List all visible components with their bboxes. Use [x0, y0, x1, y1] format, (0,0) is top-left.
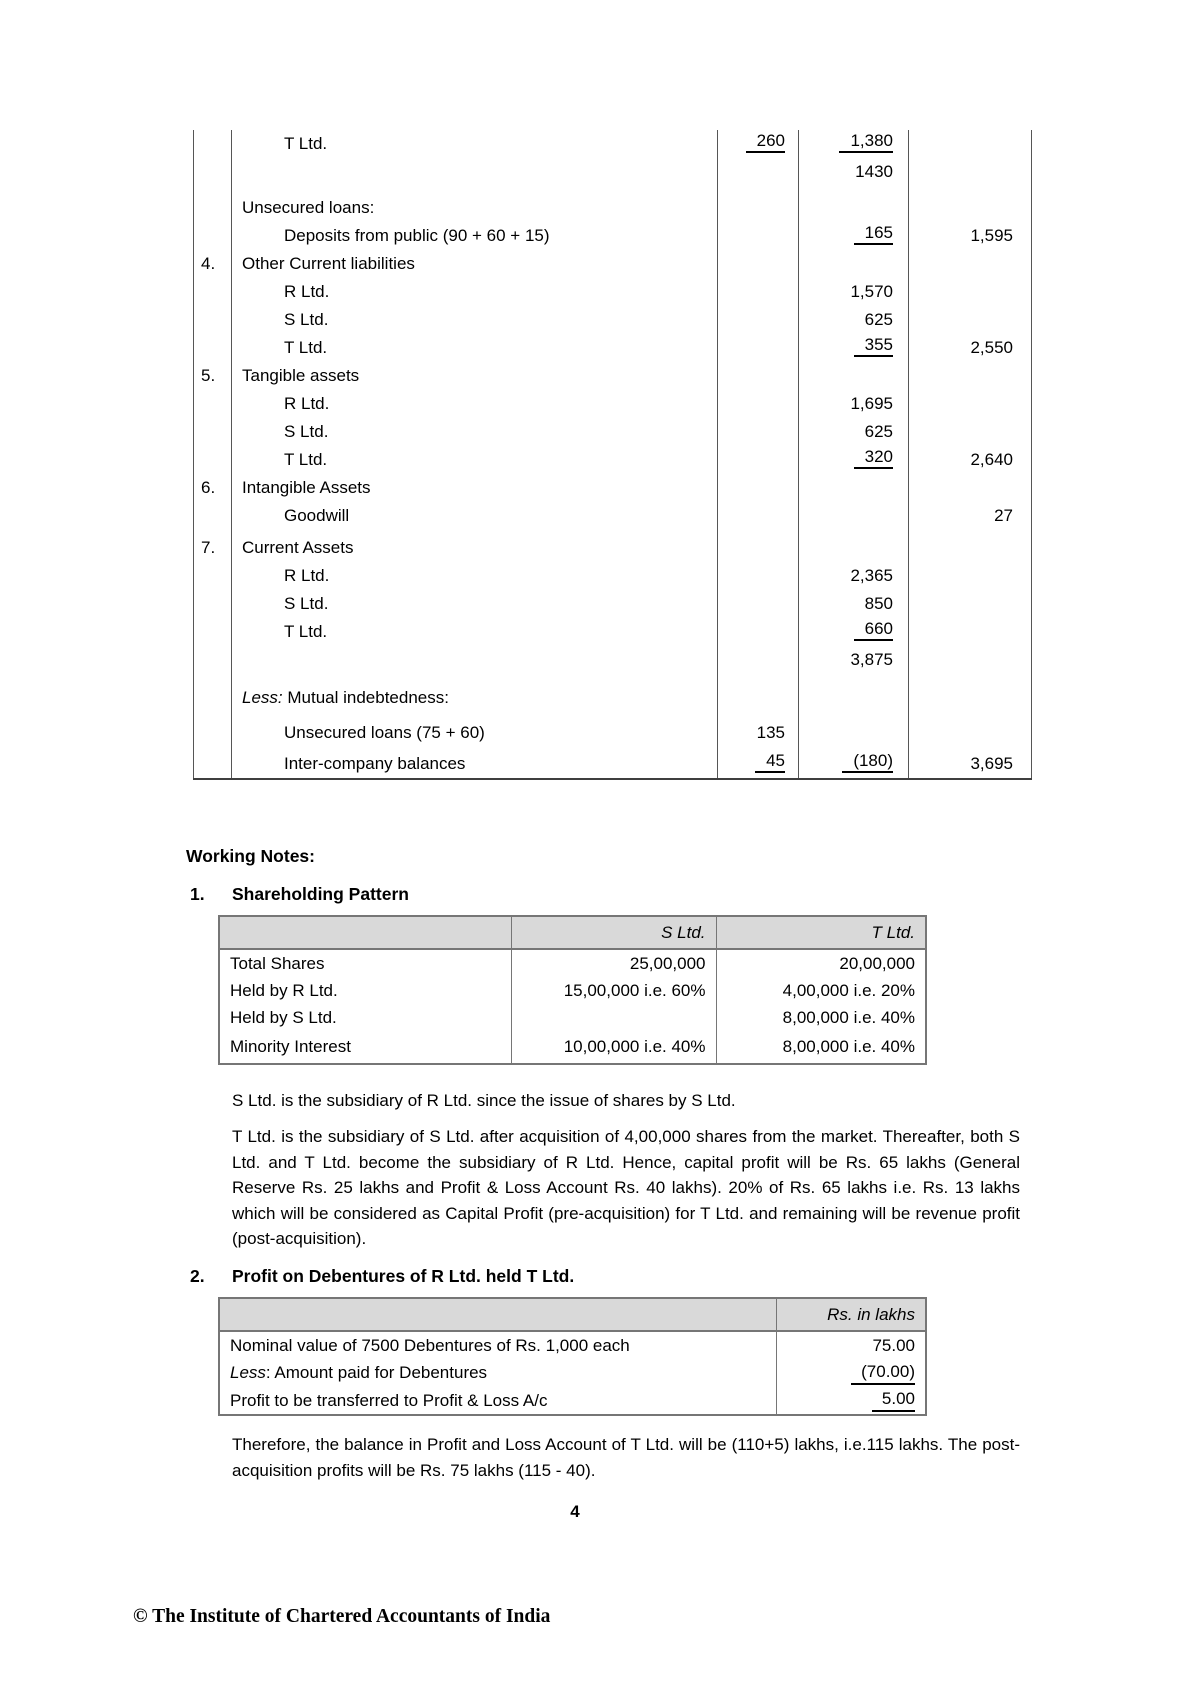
amount-col-3 [909, 618, 1032, 646]
table-row [219, 1359, 926, 1387]
table-row [194, 747, 1032, 779]
less-label: Less: [242, 688, 283, 707]
note1-heading [190, 884, 409, 905]
row-label: Held by S Ltd. [219, 1004, 511, 1031]
table-row [194, 222, 1032, 250]
table-row [194, 646, 1032, 674]
amount-col-3 [909, 418, 1032, 446]
row-number [194, 130, 232, 158]
row-description: R Ltd. [232, 562, 718, 590]
row-number [194, 334, 232, 362]
table-row [194, 474, 1032, 502]
amount-col-1 [718, 646, 799, 674]
header-s-ltd: S Ltd. [511, 916, 716, 949]
row-description: R Ltd. [232, 278, 718, 306]
amount-col-2 [799, 502, 909, 530]
row-description: Unsecured loans (75 + 60) [232, 712, 718, 747]
row-number [194, 712, 232, 747]
row-number: 7. [194, 530, 232, 562]
t-ltd-value: 8,00,000 i.e. 40% [716, 1031, 926, 1064]
amount-col-3 [909, 158, 1032, 186]
row-number [194, 747, 232, 779]
row-label: Minority Interest [219, 1031, 511, 1064]
row-number [194, 306, 232, 334]
header-blank [219, 916, 511, 949]
row-description: Goodwill [232, 502, 718, 530]
row-description: T Ltd. [232, 334, 718, 362]
amount-col-2: 2,365 [799, 562, 909, 590]
underlined-amount: (70.00) [851, 1362, 915, 1385]
amount-col-2 [799, 618, 909, 646]
amount-col-2: 1,695 [799, 390, 909, 418]
note1-title: Shareholding Pattern [232, 884, 409, 904]
table-row [194, 618, 1032, 646]
underlined-amount: 45 [755, 751, 785, 773]
amount-col-2: 3,875 [799, 646, 909, 674]
table-row [194, 278, 1032, 306]
row-number [194, 418, 232, 446]
amount-col-3: 1,595 [909, 222, 1032, 250]
amount-col-3 [909, 646, 1032, 674]
amount-col-3 [909, 474, 1032, 502]
row-number [194, 674, 232, 712]
row-number [194, 646, 232, 674]
amount-col-1 [718, 562, 799, 590]
row-description [232, 158, 718, 186]
s-ltd-value: 10,00,000 i.e. 40% [511, 1031, 716, 1064]
row-description: T Ltd. [232, 446, 718, 474]
t-ltd-value: 20,00,000 [716, 949, 926, 977]
amount-col-1 [718, 278, 799, 306]
amount-col-1 [718, 418, 799, 446]
working-notes-heading: Working Notes: [186, 846, 315, 866]
row-number: 4. [194, 250, 232, 278]
amount-col-3 [909, 674, 1032, 712]
t-ltd-value: 4,00,000 i.e. 20% [716, 977, 926, 1004]
row-number [194, 446, 232, 474]
table-row [219, 949, 926, 977]
table-header-row [219, 916, 926, 949]
row-number [194, 562, 232, 590]
table-row [194, 674, 1032, 712]
amount-col-1: 135 [718, 712, 799, 747]
amount-col-2 [799, 186, 909, 222]
amount-col-2 [799, 712, 909, 747]
s-ltd-value [511, 1004, 716, 1031]
amount-value: 75.00 [776, 1331, 926, 1359]
table-row [194, 712, 1032, 747]
amount-col-3 [909, 278, 1032, 306]
t-ltd-value: 8,00,000 i.e. 40% [716, 1004, 926, 1031]
amount-col-2 [799, 674, 909, 712]
amount-col-2 [799, 222, 909, 250]
amount-col-1 [718, 446, 799, 474]
row-label: Nominal value of 7500 Debentures of Rs. 1,000 each [219, 1331, 776, 1359]
header-rs-in-lakhs: Rs. in lakhs [776, 1298, 926, 1331]
amount-col-1 [718, 747, 799, 779]
table-row [194, 362, 1032, 390]
table-row [194, 418, 1032, 446]
s-ltd-value: 25,00,000 [511, 949, 716, 977]
amount-col-2: 625 [799, 306, 909, 334]
copyright-footer: © The Institute of Chartered Accountants of India [133, 1606, 551, 1627]
header-t-ltd: T Ltd. [716, 916, 926, 949]
amount-col-1 [718, 618, 799, 646]
note2-number: 2. [190, 1266, 205, 1286]
amount-col-1 [718, 130, 799, 158]
s-ltd-value: 15,00,000 i.e. 60% [511, 977, 716, 1004]
note2-paragraph: Therefore, the balance in Profit and Loss Account of T Ltd. will be (110+5) lakhs, i.e.115 lakhs. The post-acquisition profits will be Rs. 75 lakhs (115 - 40). [232, 1435, 1020, 1480]
row-number [194, 222, 232, 250]
underlined-amount: 165 [854, 223, 893, 245]
row-description: R Ltd. [232, 390, 718, 418]
table-row [194, 562, 1032, 590]
amount-col-3 [909, 390, 1032, 418]
amount-col-1 [718, 222, 799, 250]
shareholding-table [218, 915, 927, 1065]
row-description: T Ltd. [232, 130, 718, 158]
amount-col-2: 1,570 [799, 278, 909, 306]
amount-col-1 [718, 306, 799, 334]
page-number: 4 [570, 1502, 580, 1521]
amount-col-3: 27 [909, 502, 1032, 530]
row-label: Held by R Ltd. [219, 977, 511, 1004]
note2-heading [190, 1266, 574, 1287]
table-row [194, 158, 1032, 186]
table-row [194, 130, 1032, 158]
row-description: Tangible assets [232, 362, 718, 390]
row-number [194, 278, 232, 306]
table-row [219, 977, 926, 1004]
table-row [194, 390, 1032, 418]
row-description: S Ltd. [232, 306, 718, 334]
amount-col-3 [909, 530, 1032, 562]
amount-col-3 [909, 562, 1032, 590]
amount-col-2: 1430 [799, 158, 909, 186]
row-number [194, 618, 232, 646]
table-row [194, 446, 1032, 474]
less-label: Less [230, 1363, 266, 1382]
amount-col-2 [799, 747, 909, 779]
debenture-profit-table [218, 1297, 927, 1416]
row-description: Deposits from public (90 + 60 + 15) [232, 222, 718, 250]
amount-col-1 [718, 674, 799, 712]
underlined-amount: 5.00 [872, 1389, 915, 1412]
amount-col-2 [799, 250, 909, 278]
row-description: Less: Mutual indebtedness: [232, 674, 718, 712]
row-description: S Ltd. [232, 590, 718, 618]
row-label: Profit to be transferred to Profit & Loss A/c [219, 1387, 776, 1415]
amount-col-2 [799, 362, 909, 390]
note1-paragraph-1: S Ltd. is the subsidiary of R Ltd. since the issue of shares by S Ltd. [232, 1091, 736, 1110]
row-description: Current Assets [232, 530, 718, 562]
table-header-row [219, 1298, 926, 1331]
amount-col-1 [718, 590, 799, 618]
table-row [219, 1031, 926, 1064]
amount-col-1 [718, 474, 799, 502]
amount-col-1 [718, 530, 799, 562]
amount-value [776, 1387, 926, 1415]
table-row [194, 334, 1032, 362]
amount-col-1 [718, 362, 799, 390]
table-row [194, 250, 1032, 278]
row-number [194, 186, 232, 222]
row-description: Inter-company balances [232, 747, 718, 779]
row-label: Less: Amount paid for Debentures [219, 1359, 776, 1387]
amount-col-1 [718, 158, 799, 186]
underlined-amount: 1,380 [839, 131, 893, 153]
amount-col-3 [909, 130, 1032, 158]
amount-col-1 [718, 250, 799, 278]
header-blank [219, 1298, 776, 1331]
table-row [219, 1004, 926, 1031]
amount-col-2 [799, 334, 909, 362]
row-description [232, 646, 718, 674]
amount-col-2: 850 [799, 590, 909, 618]
amount-col-2 [799, 530, 909, 562]
amount-col-2 [799, 446, 909, 474]
row-number [194, 390, 232, 418]
amount-col-3 [909, 712, 1032, 747]
note1-number: 1. [190, 884, 205, 904]
amount-col-3: 2,550 [909, 334, 1032, 362]
amount-col-3 [909, 250, 1032, 278]
row-description: Other Current liabilities [232, 250, 718, 278]
amount-col-2 [799, 474, 909, 502]
amount-col-1 [718, 186, 799, 222]
row-number [194, 158, 232, 186]
amount-col-3: 3,695 [909, 747, 1032, 779]
amount-col-3 [909, 186, 1032, 222]
underlined-amount: 355 [854, 335, 893, 357]
table-row [194, 502, 1032, 530]
table-row [194, 530, 1032, 562]
row-label: Total Shares [219, 949, 511, 977]
note2-title: Profit on Debentures of R Ltd. held T Ltd. [232, 1266, 575, 1286]
underlined-amount: (180) [842, 751, 893, 773]
row-description: Intangible Assets [232, 474, 718, 502]
row-description: T Ltd. [232, 618, 718, 646]
amount-col-3 [909, 362, 1032, 390]
amount-col-2 [799, 130, 909, 158]
amount-col-3 [909, 306, 1032, 334]
table-row [219, 1387, 926, 1415]
table-row [194, 590, 1032, 618]
balance-sheet-table [193, 130, 1032, 780]
table-row [194, 186, 1032, 222]
row-number: 6. [194, 474, 232, 502]
amount-col-1 [718, 390, 799, 418]
amount-col-1 [718, 502, 799, 530]
amount-value [776, 1359, 926, 1387]
table-row [219, 1331, 926, 1359]
underlined-amount: 260 [746, 131, 785, 153]
amount-col-3: 2,640 [909, 446, 1032, 474]
underlined-amount: 660 [854, 619, 893, 641]
row-number [194, 502, 232, 530]
amount-col-3 [909, 590, 1032, 618]
row-number [194, 590, 232, 618]
underlined-amount: 320 [854, 447, 893, 469]
amount-col-2: 625 [799, 418, 909, 446]
row-number: 5. [194, 362, 232, 390]
row-description: Unsecured loans: [232, 186, 718, 222]
amount-col-1 [718, 334, 799, 362]
note1-paragraph-2: T Ltd. is the subsidiary of S Ltd. after acquisition of 4,00,000 shares from the market. Thereafter, both S Ltd. and T Ltd. become the subsidiary of R Ltd. Hence, capital profit will be Rs. 65 lakhs (General Reserve Rs. 25 lakhs and Profit & Loss Account Rs. 40 lakhs). 20% of Rs. 65 lakhs i.e. Rs. 13 lakhs which will be considered as Capital Profit (pre-acquisition) for T Ltd. and remaining will be revenue profit (post-acquisition). [232, 1127, 1020, 1248]
row-description: S Ltd. [232, 418, 718, 446]
table-row [194, 306, 1032, 334]
